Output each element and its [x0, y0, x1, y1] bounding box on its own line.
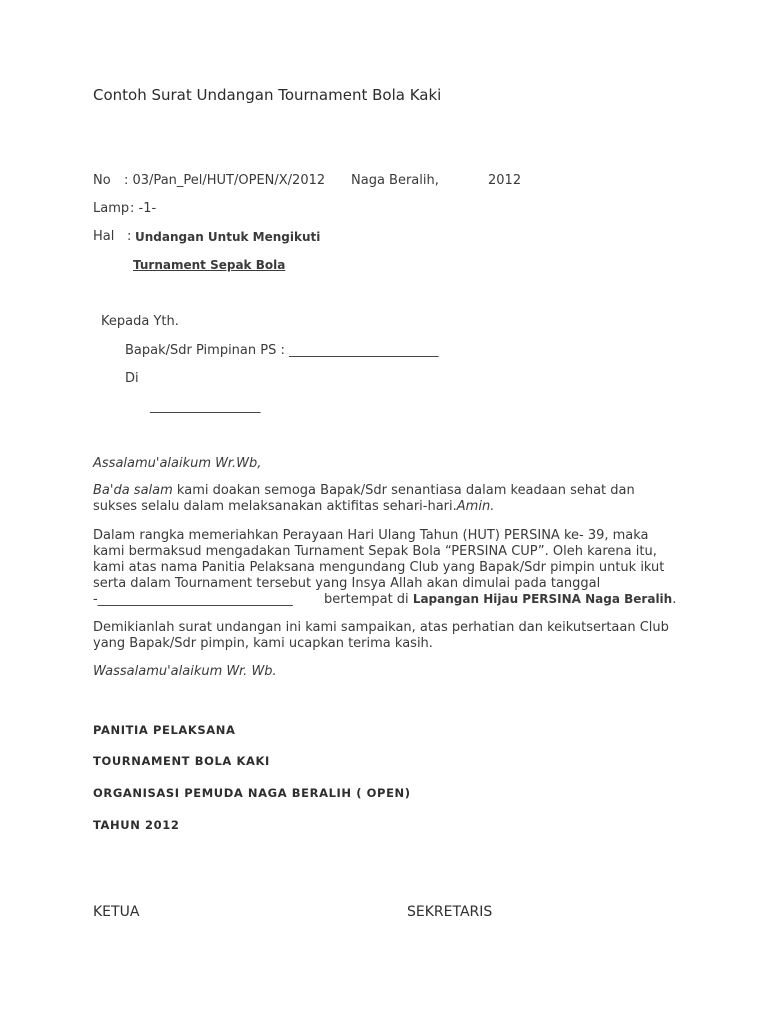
place-label: Naga Beralih, [351, 173, 439, 188]
paragraph-3-text: Demikianlah surat undangan ini kami sampaikan, atas perhatian dan keikutsertaan Club yang Bapak/Sdr pimpin, kami ucapkan terima kasih. [93, 620, 669, 651]
recipient-header: Kepada Yth. [101, 314, 179, 329]
sekretaris-label: SEKRETARIS [407, 904, 493, 920]
recipient-di: Di [125, 371, 139, 386]
opening-greeting: Assalamu'alaikum Wr.Wb, [93, 456, 262, 471]
recipient-line: Bapak/Sdr Pimpinan PS : _______________________ [125, 343, 439, 358]
ketua-label: KETUA [93, 904, 140, 920]
signature-year: TAHUN 2012 [93, 818, 180, 832]
paragraph-1 [93, 483, 678, 515]
paragraph-2-text: Dalam rangka memeriahkan Perayaan Hari Ulang Tahun (HUT) PERSINA ke- 39, maka kami bermaksud mengadakan Turnament Sepak Bola “PERSINA CUP”. Oleh karena itu, kami atas nama Panitia Pelaksana mengundang Club yang Bapak/Sdr pimpin untuk ikut serta dalam Tournament tersebut yang Insya Allah akan dimulai pada tanggal [93, 528, 665, 591]
paragraph-2 [93, 528, 683, 592]
hal-subject-line1: Undangan Untuk Mengikuti [135, 230, 321, 244]
hal-label: Hal [93, 229, 115, 244]
paragraph-2-venue [324, 592, 676, 607]
no-value: : 03/Pan_Pel/HUT/OPEN/X/2012 [124, 173, 326, 188]
closing-greeting: Wassalamu'alaikum Wr. Wb. [93, 664, 277, 679]
paragraph-1-amin: Amin. [456, 499, 495, 514]
paragraph-2-bertempat: bertempat di [324, 592, 413, 607]
paragraph-1-italic: Ba'da salam [93, 483, 173, 498]
year-label: 2012 [488, 173, 522, 188]
lamp-label: Lamp [93, 201, 130, 216]
no-label: No [93, 173, 111, 188]
document-title: Contoh Surat Undangan Tournament Bola Kaki [93, 86, 442, 104]
paragraph-2-date-blank: -______________________________ [93, 592, 293, 607]
paragraph-3 [93, 620, 678, 652]
recipient-address-blank: _________________ [150, 399, 261, 414]
hal-subject-line2: Turnament Sepak Bola [133, 258, 286, 272]
paragraph-2-location: Lapangan Hijau PERSINA Naga Beralih [412, 592, 673, 606]
signature-organization: ORGANISASI PEMUDA NAGA BERALIH ( OPEN) [93, 786, 411, 800]
paragraph-1-text: kami doakan semoga Bapak/Sdr senantiasa dalam keadaan sehat dan sukses selalu dalam melaksanakan aktifitas sehari-hari. [93, 483, 635, 514]
signature-committee: PANITIA PELAKSANA [93, 723, 236, 737]
hal-colon: : [127, 229, 132, 244]
paragraph-2-period: . [672, 592, 677, 607]
signature-event: TOURNAMENT BOLA KAKI [93, 754, 270, 768]
lamp-value: : -1- [130, 201, 157, 216]
